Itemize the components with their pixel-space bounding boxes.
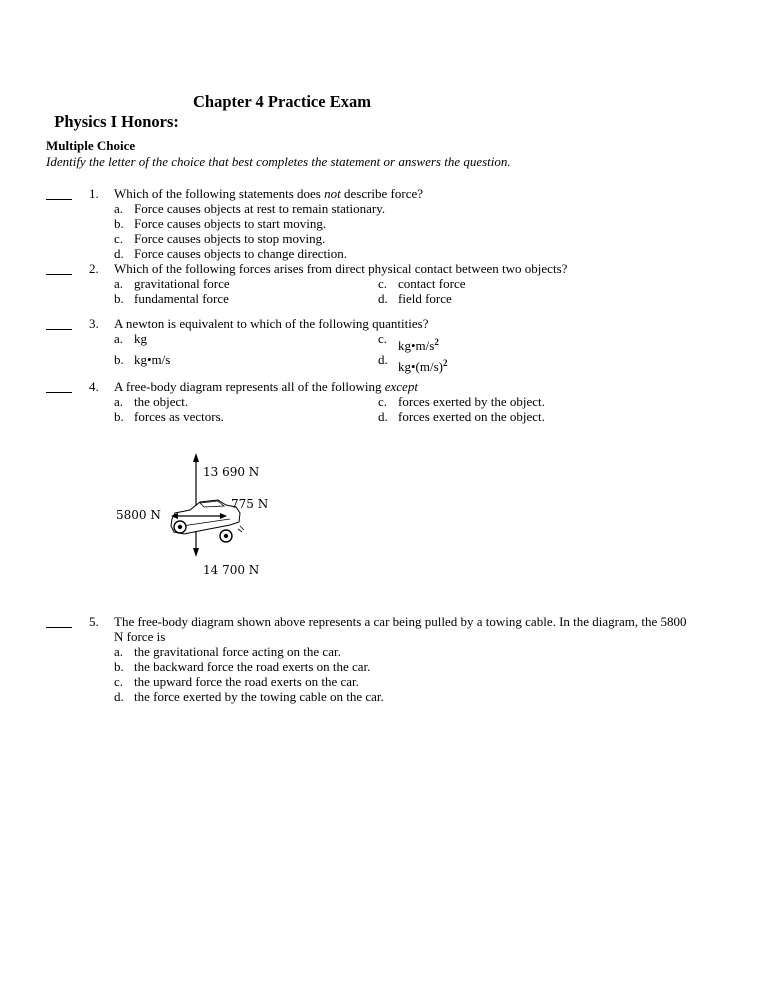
question-text: The free-body diagram shown above represents a car being pulled by a towing cable. In the diagram, the 5800 bbox=[114, 614, 687, 629]
option-letter: c. bbox=[378, 331, 388, 346]
exam-title: Chapter 4 Practice Exam bbox=[193, 92, 371, 111]
question-text-continued: N force is bbox=[114, 629, 166, 644]
label-left-force: 5800 N bbox=[116, 508, 161, 522]
option-letter: d. bbox=[378, 291, 388, 306]
question-number: 2. bbox=[89, 261, 99, 276]
option-text: gravitational force bbox=[134, 276, 230, 291]
label-right-force: 775 N bbox=[231, 497, 269, 511]
answer-blank-1[interactable] bbox=[46, 186, 72, 200]
option-letter: d. bbox=[114, 246, 124, 261]
option-letter: c. bbox=[378, 394, 388, 409]
option-text: contact force bbox=[398, 276, 466, 291]
option-text: field force bbox=[398, 291, 452, 306]
label-up-force: 13 690 N bbox=[203, 465, 260, 479]
up-arrowhead bbox=[193, 453, 199, 462]
question-text: A newton is equivalent to which of the following quantities? bbox=[114, 316, 429, 331]
option-text: Force causes objects at rest to remain stationary. bbox=[134, 201, 386, 216]
option-letter: a. bbox=[114, 394, 124, 409]
option-text: the backward force the road exerts on the car. bbox=[134, 659, 371, 674]
answer-blank-5[interactable] bbox=[46, 614, 72, 628]
option-letter: b. bbox=[114, 659, 124, 674]
option-text: Force causes objects to stop moving. bbox=[134, 231, 326, 246]
option-letter: a. bbox=[114, 201, 124, 216]
option-letter: b. bbox=[114, 216, 124, 231]
course-title: Physics I Honors: bbox=[54, 112, 179, 131]
option-text: fundamental force bbox=[134, 291, 229, 306]
question-text: Which of the following statements does not describe force? bbox=[114, 186, 424, 201]
option-letter: b. bbox=[114, 352, 124, 367]
question-text: Which of the following forces arises from direct physical contact between two objects? bbox=[114, 261, 568, 276]
option-text: Force causes objects to start moving. bbox=[134, 216, 327, 231]
question-number: 4. bbox=[89, 379, 99, 394]
question-number: 3. bbox=[89, 316, 99, 331]
option-letter: b. bbox=[114, 409, 124, 424]
question-number: 5. bbox=[89, 614, 99, 629]
option-letter: c. bbox=[378, 276, 388, 291]
option-text: the object. bbox=[134, 394, 189, 409]
down-arrowhead bbox=[193, 548, 199, 557]
option-text: the gravitational force acting on the car. bbox=[134, 644, 341, 659]
option-letter: d. bbox=[378, 409, 388, 424]
option-text: kg bbox=[134, 331, 147, 346]
question-number: 1. bbox=[89, 186, 99, 201]
answer-blank-2[interactable] bbox=[46, 261, 72, 275]
option-text: the force exerted by the towing cable on the car. bbox=[134, 689, 384, 704]
option-letter: d. bbox=[378, 352, 388, 367]
option-text: the upward force the road exerts on the car. bbox=[134, 674, 359, 689]
option-text: forces exerted on the object. bbox=[398, 409, 545, 424]
option-letter: c. bbox=[114, 231, 124, 246]
label-down-force: 14 700 N bbox=[203, 563, 260, 577]
option-letter: a. bbox=[114, 644, 124, 659]
option-letter: a. bbox=[114, 331, 124, 346]
option-text: $kg•(m/s)^2$ bbox=[398, 358, 448, 374]
option-text: forces as vectors. bbox=[134, 409, 224, 424]
option-letter: c. bbox=[114, 674, 124, 689]
option-text: forces exerted by the object. bbox=[398, 394, 545, 409]
section-heading: Multiple Choice bbox=[46, 138, 136, 153]
answer-blank-4[interactable] bbox=[46, 379, 72, 393]
option-text: $kg•m/s^2$ bbox=[398, 337, 439, 353]
section-instructions: Identify the letter of the choice that best completes the statement or answers the question. bbox=[46, 154, 511, 169]
option-letter: b. bbox=[114, 291, 124, 306]
question-text: A free-body diagram represents all of the following except bbox=[114, 379, 418, 394]
option-text: Force causes objects to change direction. bbox=[134, 246, 347, 261]
option-letter: a. bbox=[114, 276, 124, 291]
option-text: kg•m/s bbox=[134, 352, 171, 367]
option-letter: d. bbox=[114, 689, 124, 704]
answer-blank-3[interactable] bbox=[46, 316, 72, 330]
